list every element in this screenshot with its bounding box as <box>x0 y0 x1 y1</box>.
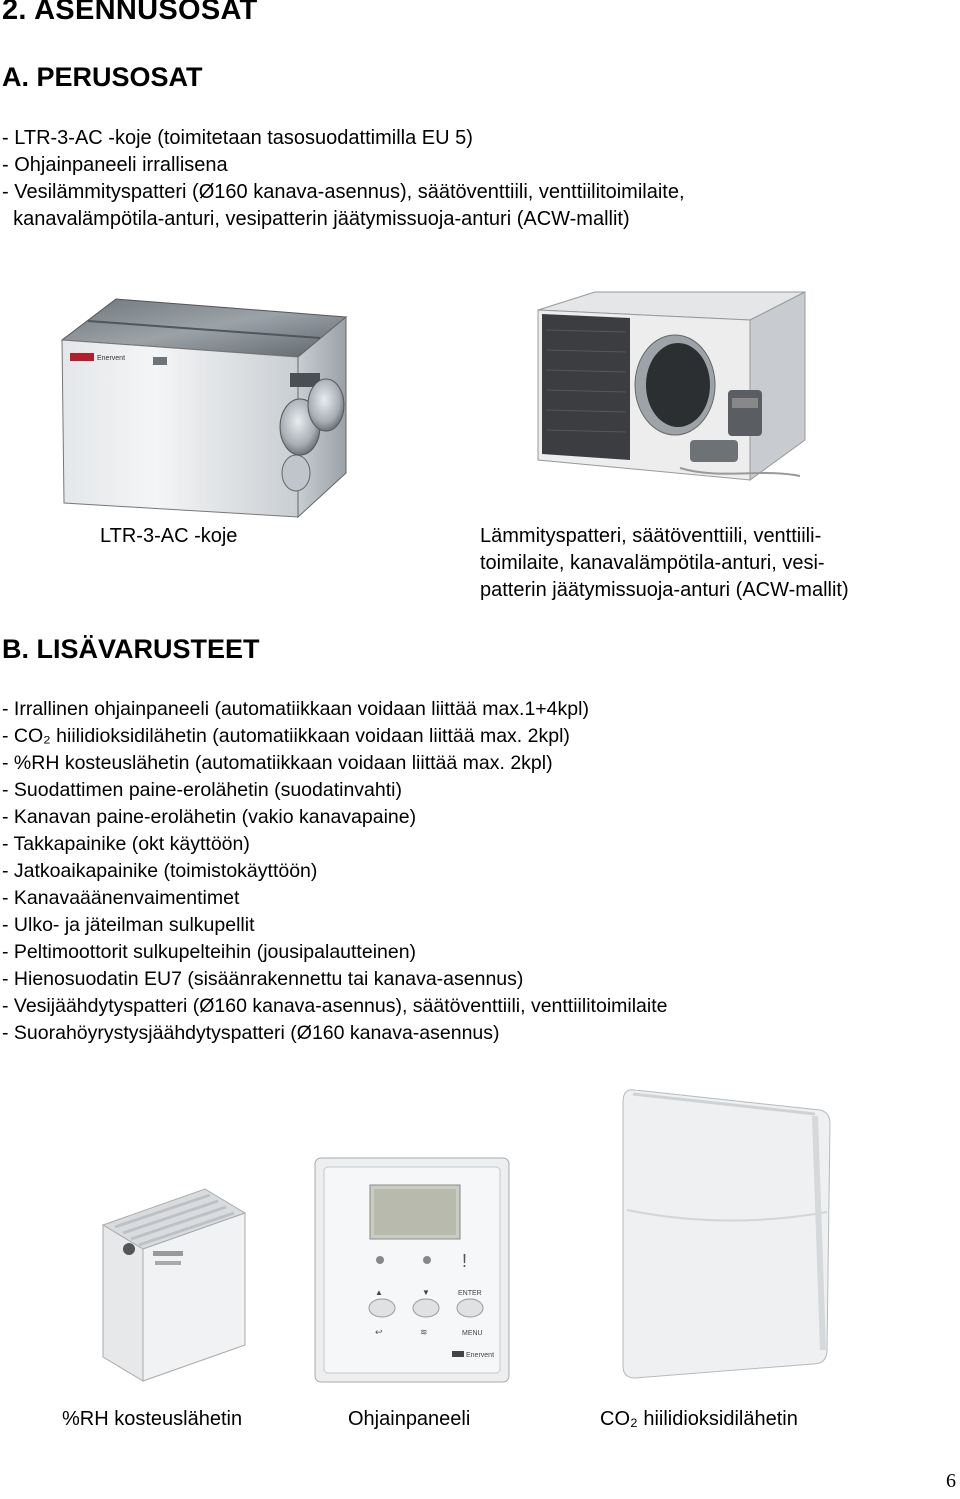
section-b-list <box>2 696 668 1047</box>
list-item: - Vesilämmityspatteri (Ø160 kanava-asennus), säätöventtiili, venttiilitoimilaite, <box>2 181 685 203</box>
enter-label: ENTER <box>458 1290 482 1297</box>
svg-text:≋: ≋ <box>420 1327 428 1337</box>
humidity-caption: %RH kosteuslähetin <box>62 1408 243 1430</box>
list-item: - Peltimoottorit sulkupelteihin (jousipalautteinen) <box>2 941 417 963</box>
panel-caption: Ohjainpaneeli <box>348 1408 471 1430</box>
page-number: 6 <box>946 1470 956 1492</box>
list-item: - %RH kosteuslähetin (automatiikkaan voidaan liittää max. 2kpl) <box>2 752 553 774</box>
page-heading: 2. ASENNUSOSAT <box>2 0 258 26</box>
list-item: - Suorahöyrystysjäähdytyspatteri (Ø160 kanava-asennus) <box>2 1022 500 1044</box>
section-b-title: B. LISÄVARUSTEET <box>2 634 260 664</box>
list-item: - Takkapainike (okt käyttöön) <box>2 833 250 855</box>
list-item: - Kanavan paine-erolähetin (vakio kanavapaine) <box>2 806 417 828</box>
svg-text:↩: ↩ <box>375 1327 383 1337</box>
list-item: - Hienosuodatin EU7 (sisäänrakennettu tai kanava-asennus) <box>2 968 524 990</box>
control-panel-image <box>312 1155 512 1385</box>
humidity-transmitter-image <box>95 1185 250 1385</box>
panel-brand-label: Enervent <box>466 1352 495 1359</box>
list-item: - Suodattimen paine-erolähetin (suodatinvahti) <box>2 779 402 801</box>
list-item: - Kanavaäänenvaimentimet <box>2 887 240 909</box>
list-item: - Ohjainpaneeli irrallisena <box>2 154 228 176</box>
heating-coil-image <box>500 290 810 490</box>
list-item: - Vesijäähdytyspatteri (Ø160 kanava-asennus), säätöventtiili, venttiilitoimilaite <box>2 995 668 1017</box>
coil-caption <box>480 523 849 604</box>
co2-transmitter-image <box>615 1080 840 1380</box>
up-label: ▲ <box>375 1288 383 1297</box>
list-item: kanavalämpötila-anturi, vesipatterin jäätymissuoja-anturi (ACW-mallit) <box>2 208 630 230</box>
brand-label: Enervent <box>97 355 126 362</box>
co2-caption: CO₂ hiilidioksidilähetin <box>600 1408 798 1430</box>
coil-caption-line: patterin jäätymissuoja-anturi (ACW-mallit) <box>480 579 849 601</box>
ltr-unit-image <box>58 295 348 520</box>
section-a-title: A. PERUSOSAT <box>2 62 203 92</box>
svg-text:!: ! <box>462 1251 468 1271</box>
ltr-caption: LTR-3-AC -koje <box>100 525 238 547</box>
list-item: - Ulko- ja jäteilman sulkupellit <box>2 914 255 936</box>
list-item: - LTR-3-AC -koje (toimitetaan tasosuodattimilla EU 5) <box>2 127 473 149</box>
menu-label: MENU <box>462 1330 483 1337</box>
down-label: ▼ <box>422 1288 430 1297</box>
list-item: - Irrallinen ohjainpaneeli (automatiikkaan voidaan liittää max.1+4kpl) <box>2 698 589 720</box>
coil-caption-line: toimilaite, kanavalämpötila-anturi, vesi- <box>480 552 825 574</box>
section-a-list <box>2 125 685 233</box>
coil-caption-line: Lämmityspatteri, säätöventtiili, venttiili- <box>480 525 822 547</box>
list-item: - CO₂ hiilidioksidilähetin (automatiikkaan voidaan liittää max. 2kpl) <box>2 725 570 747</box>
list-item: - Jatkoaikapainike (toimistokäyttöön) <box>2 860 318 882</box>
